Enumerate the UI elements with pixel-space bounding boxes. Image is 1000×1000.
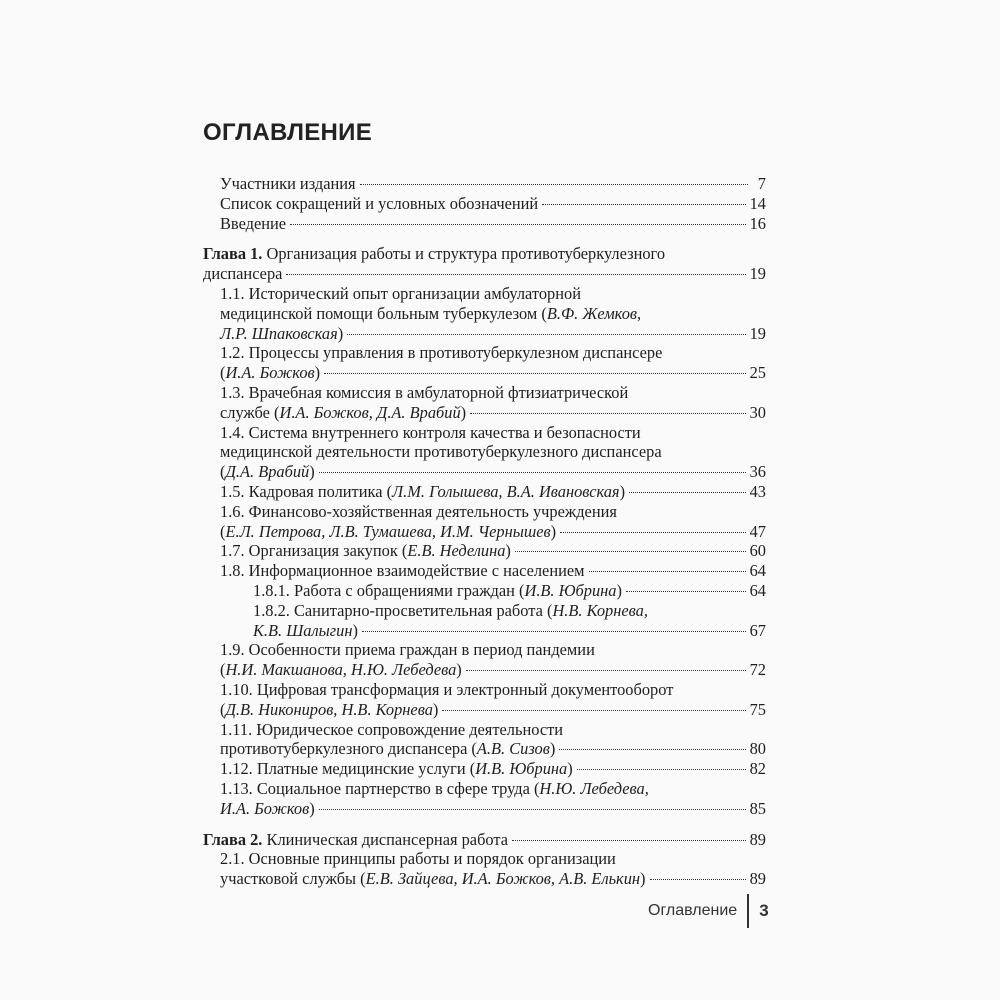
- chapter-label: Глава 2.: [203, 829, 263, 849]
- toc-entry[interactable]: 1.8.1. Работа с обращениями граждан (И.В. Юбрина) 64: [253, 580, 766, 600]
- page-number: 72: [749, 660, 766, 680]
- page-number: 64: [749, 561, 766, 581]
- toc-entry[interactable]: Введение 16: [220, 213, 766, 233]
- page-number: 67: [749, 620, 766, 640]
- chapter-1-heading-cont[interactable]: диспансера 19: [203, 264, 766, 284]
- footer-label: Оглавление: [648, 902, 738, 919]
- toc-entry[interactable]: 1.5. Кадровая политика (Л.М. Голышева, В.А. Ивановская) 43: [220, 481, 766, 501]
- page-number: 47: [749, 521, 766, 541]
- page-number: 16: [749, 213, 766, 233]
- toc-entry[interactable]: Участники издания 7: [220, 174, 766, 193]
- toc-entry[interactable]: 1.7. Организация закупок (Е.В. Неделина) 60: [220, 541, 766, 561]
- page-number: 19: [749, 264, 766, 284]
- page-number: 43: [749, 481, 766, 501]
- page-number: 85: [749, 798, 766, 818]
- page-title: ОГЛАВЛЕНИЕ: [203, 119, 373, 146]
- toc-entry[interactable]: 1.6. Финансово-хозяйственная деятельность учреждения: [220, 501, 617, 521]
- toc-entry[interactable]: 1.3. Врачебная комиссия в амбулаторной фтизиатрической: [220, 382, 629, 402]
- toc-entry[interactable]: 1.8.2. Санитарно-просветительная работа (Н.В. Корнева,: [253, 600, 648, 620]
- page-number: 89: [749, 869, 766, 889]
- page-number: 7: [757, 174, 766, 193]
- toc-entry[interactable]: 1.10. Цифровая трансформация и электронный документооборот: [220, 679, 674, 699]
- page-number: 25: [749, 363, 766, 383]
- toc-entry[interactable]: 2.1. Основные принципы работы и порядок организации: [220, 849, 616, 869]
- toc-entry[interactable]: 1.11. Юридическое сопровождение деятельности: [220, 719, 564, 739]
- page-number: 89: [749, 829, 766, 849]
- chapter-1-heading[interactable]: Глава 1. Организация работы и структура противотуберкулезного: [203, 244, 666, 264]
- chapter-label: Глава 1.: [203, 244, 263, 264]
- page-number: 36: [749, 462, 766, 482]
- page-number: 80: [749, 739, 766, 759]
- toc-entry[interactable]: 1.2. Процессы управления в противотуберкулезном диспансере: [220, 343, 663, 363]
- page-number: 30: [749, 402, 766, 422]
- page-number: 60: [749, 541, 766, 561]
- toc-entry[interactable]: Список сокращений и условных обозначений 14: [220, 193, 766, 213]
- page-number: 19: [749, 323, 766, 343]
- page-number: 64: [749, 580, 766, 600]
- footer-divider: [747, 894, 749, 928]
- toc-entry[interactable]: 1.1. Исторический опыт организации амбулаторной: [220, 283, 581, 303]
- toc-entry[interactable]: 1.13. Социальное партнерство в сфере труда (Н.Ю. Лебедева,: [220, 778, 649, 798]
- toc-entry[interactable]: 1.12. Платные медицинские услуги (И.В. Юбрина) 82: [220, 759, 766, 779]
- toc-entry[interactable]: 1.4. Система внутреннего контроля качества и безопасности: [220, 422, 641, 442]
- table-of-contents: Участники издания 7 Список сокращений и условных обозначений 14 Введение 16 Глава 1. Организация работы и структура противотуберкулезного диспансера 19 1.1. Исторический опыт организации амбулаторной медицинской помощи больным туберкулезом (В.Ф. Жемков, Л.Р. Шпаковская) 19 1.2. Процессы управления в противотуберкулезном диспансере (И.А. Божков) 25 1.3. Врачебная комиссия в амбулаторной фтизиатрической службе (И.А. Божков, Д.А. Врабий) 30 1.4. Система внутреннего контроля качества и безопасности медицинской деятельности противотуберкулезного диспансера (Д.А. Врабий) 36 1.5. Кадровая политика (Л.М. Голышева, В.А. Ивановская) 43 1.6. Финансово-хозяйственная деятельность учреждения (Е.Л. Петрова, Л.В. Тумашева, И.М. Чернышев) 47 1.7. Организация закупок (Е.В. Неделина) 60 1.8. Информационное взаимодействие с населением 64 1.8.1. Работа с обращениями граждан (И.В. Юбрина) 64 1.8.2. Санитарно-просветительная работа (Н.В. Корнева, К.В. Шалыгин) 67 1.9. Особенности приема граждан в период пандемии (Н.И. Макшанова, Н.Ю. Лебедева) 72 1.10. Цифровая трансформация и электронный документооборот (Д.В. Никониров, Н.В. Корнева) 75 1.11. Юридическое сопровождение деятельности противотуберкулезного диспансера (А.В. Сизов) 80 1.12. Платные медицинские услуги (И.В. Юбрина) 82 1.13. Социальное партнерство в сфере труда (Н.Ю. Лебедева, И.А. Божков) 85 Глава 2. Клиническая диспансерная работа 89 2.1. Основные принципы работы и порядок организации участковой службы (Е.В. Зайцева, И.А. Божков, А.В. Елькин) 89: [203, 174, 766, 889]
- chapter-2-heading[interactable]: Глава 2. Клиническая диспансерная работа 89: [203, 829, 766, 849]
- page-number: 75: [749, 699, 766, 719]
- toc-entry[interactable]: 1.8. Информационное взаимодействие с населением 64: [220, 561, 766, 581]
- running-footer: [648, 897, 769, 925]
- folio-page-number: 3: [759, 901, 769, 920]
- page-number: 14: [749, 193, 766, 213]
- toc-entry[interactable]: 1.9. Особенности приема граждан в период пандемии: [220, 640, 595, 660]
- page-number: 82: [749, 759, 766, 779]
